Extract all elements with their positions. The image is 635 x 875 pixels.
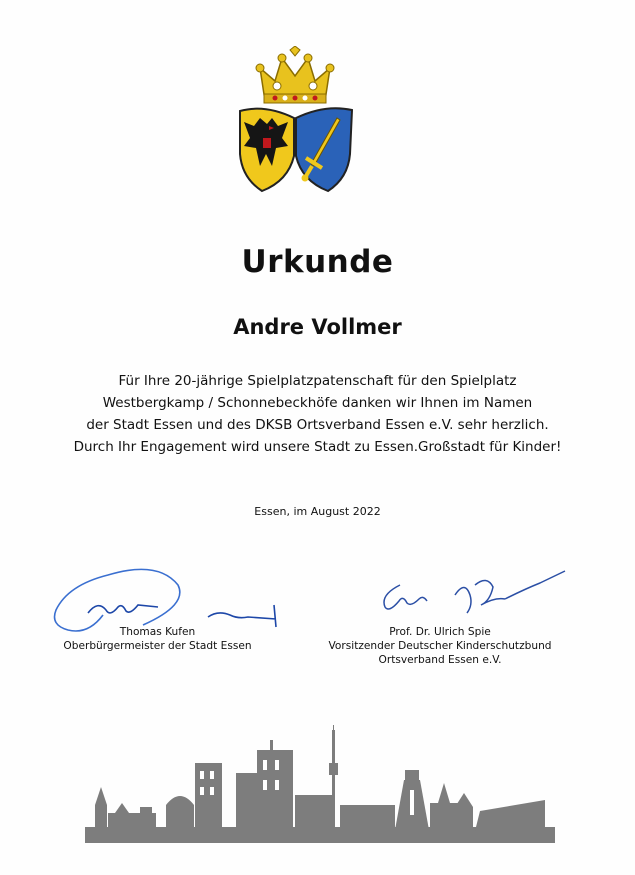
certificate-title: Urkunde <box>241 244 394 280</box>
place-date: Essen, im August 2022 <box>254 505 381 518</box>
signatory-name: Thomas Kufen <box>119 626 196 638</box>
recipient-name: Andre Vollmer <box>233 315 402 339</box>
body-line: Durch Ihr Engagement wird unsere Stadt zu Essen.Großstadt für Kinder! <box>73 439 562 455</box>
signatory-role: Oberbürgermeister der Stadt Essen <box>63 640 252 652</box>
signatory-left <box>40 625 275 653</box>
crown-icon <box>256 46 334 103</box>
certificate-body <box>60 370 575 458</box>
coat-of-arms-essen-icon <box>230 46 360 196</box>
signature-right-icon <box>375 565 575 625</box>
signatory-role: Ortsverband Essen e.V. <box>378 654 502 666</box>
signatory-name: Prof. Dr. Ulrich Spie <box>389 626 491 638</box>
signatory-role: Vorsitzender Deutscher Kinderschutzbund <box>328 640 552 652</box>
sword-shield-icon <box>296 108 352 191</box>
essen-skyline-icon <box>0 725 635 845</box>
body-line: Westbergkamp / Schonnebeckhöfe danken wir Ihnen im Namen <box>102 395 533 411</box>
body-line: Für Ihre 20-jährige Spielplatzpatenschaft für den Spielplatz <box>118 373 517 389</box>
body-line: der Stadt Essen und des DKSB Ortsverband Essen e.V. sehr herzlich. <box>86 417 549 433</box>
signatory-right <box>320 625 560 667</box>
eagle-shield-icon <box>240 109 294 191</box>
